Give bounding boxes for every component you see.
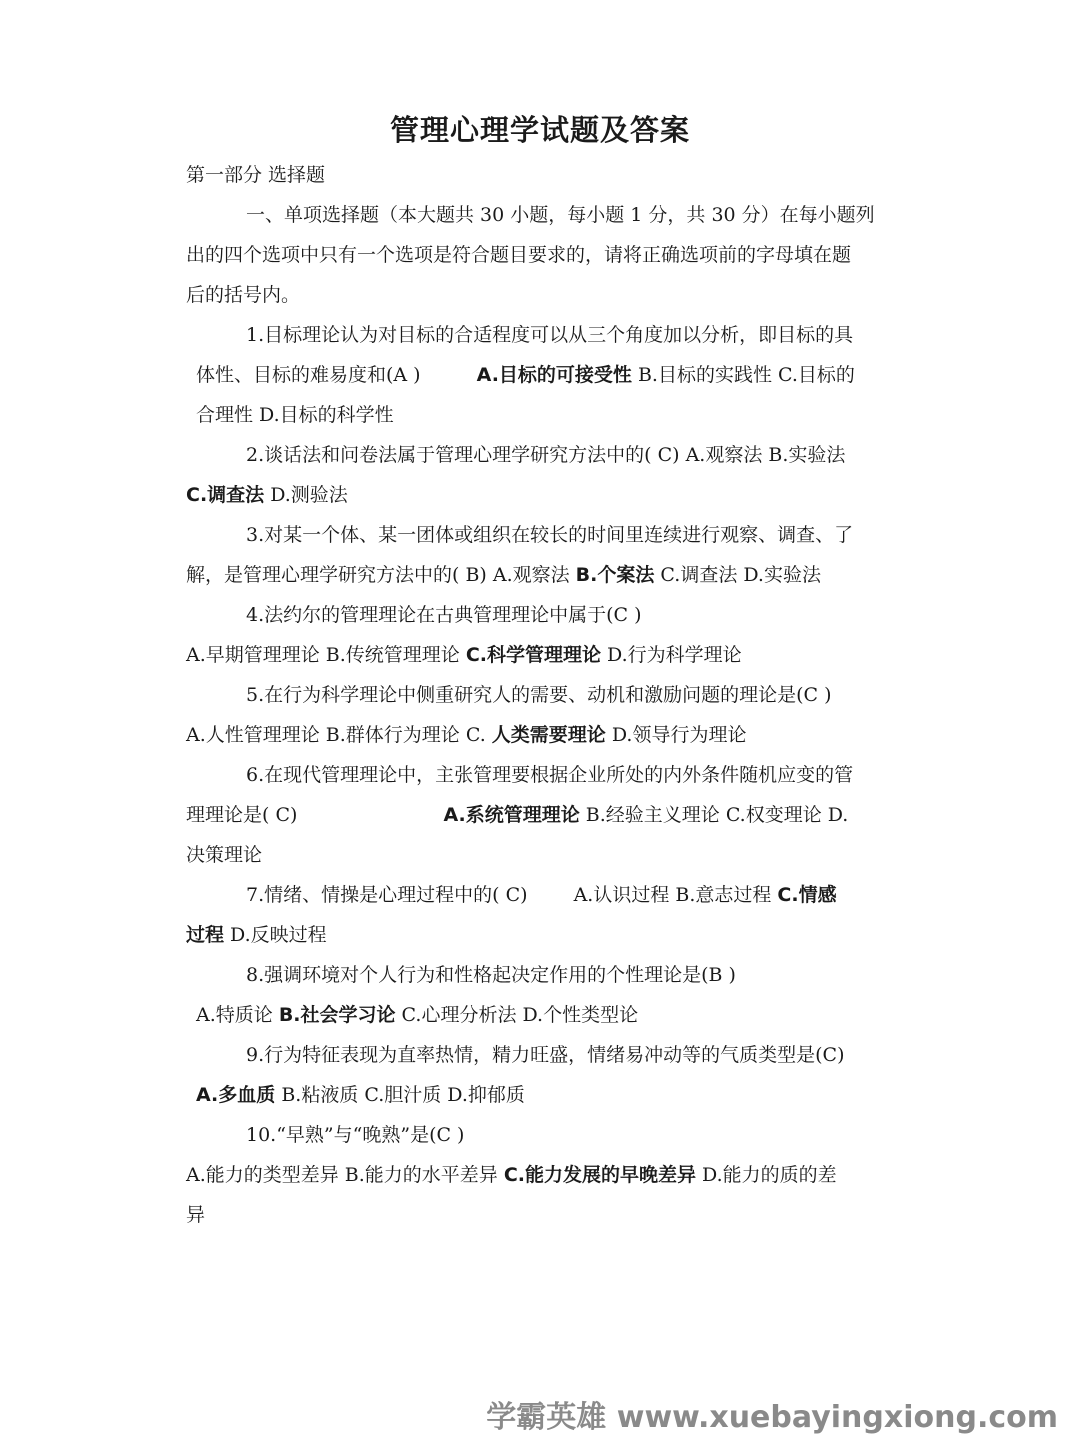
section-heading: 第一部分 选择题 [186, 164, 326, 186]
question-3-answer: B.个案法 [575, 564, 655, 586]
question-3-stem: 解，是管理心理学研究方法中的( B) A.观察法 [186, 564, 576, 586]
question-5-stem: A.人性管理理论 B.群体行为理论 C. [186, 724, 492, 746]
question-3-options: C.调查法 D.实验法 [654, 564, 821, 586]
question-1-line-3: 合理性 D.目标的科学性 [196, 404, 394, 426]
watermark: 学霸英雄 www.xuebayingxiong.com [486, 1400, 1058, 1435]
question-5-line-2 [186, 722, 746, 748]
question-7-line-1 [246, 882, 837, 908]
question-10-line-3: 异 [186, 1204, 206, 1226]
question-9-answer: A.多血质 [196, 1084, 276, 1106]
page-title: 管理心理学试题及答案 [389, 113, 690, 147]
question-8-line-2 [196, 1002, 638, 1028]
question-10-stem: A.能力的类型差异 B.能力的水平差异 [186, 1164, 504, 1186]
question-6-line-1: 6.在现代管理理论中，主张管理要根据企业所处的内外条件随机应变的管 [246, 764, 854, 786]
question-4-line-2 [186, 642, 742, 668]
question-8-stem: A.特质论 [196, 1004, 279, 1026]
intro-line-1: 一、单项选择题（本大题共 30 小题，每小题 1 分，共 30 分）在每小题列 [246, 204, 875, 226]
question-8-options: C.心理分析法 D.个性类型论 [395, 1004, 639, 1026]
question-9-line-1: 9.行为特征表现为直率热情，精力旺盛，情绪易冲动等的气质类型是(C) [246, 1044, 845, 1066]
question-6-options: B.经验主义理论 C.权变理论 D. [579, 804, 849, 826]
question-7-line-2 [186, 922, 327, 948]
question-7-options-end: D.反映过程 [224, 924, 327, 946]
question-4-line-1: 4.法约尔的管理理论在古典管理理论中属于(C ) [246, 604, 642, 626]
question-7-answer-part-1: C.情感 [777, 884, 837, 906]
question-7-stem: 7.情绪、情操是心理过程中的( C) [246, 884, 528, 906]
question-2-options: D.测验法 [264, 484, 348, 506]
question-3-line-2 [186, 562, 821, 588]
question-10-line-1: 10.“早熟”与“晚熟”是(C ) [246, 1124, 465, 1146]
question-4-stem: A.早期管理理论 B.传统管理理论 [186, 644, 466, 666]
question-4-answer: C.科学管理理论 [465, 644, 602, 666]
question-9-line-2 [196, 1082, 525, 1108]
question-10-answer: C.能力发展的早晚差异 [503, 1164, 697, 1186]
question-10-line-2 [186, 1162, 837, 1188]
question-5-options: D.领导行为理论 [605, 724, 747, 746]
question-2-answer: C.调查法 [186, 484, 265, 506]
question-1-line-1: 1.目标理论认为对目标的合适程度可以从三个角度加以分析，即目标的具 [246, 324, 854, 346]
question-1-options: B.目标的实践性 C.目标的 [637, 364, 855, 386]
question-6-line-3: 决策理论 [186, 844, 263, 866]
question-6-line-2 [186, 802, 848, 828]
question-7-options: A.认识过程 B.意志过程 [573, 884, 778, 906]
question-9-options: B.粘液质 C.胆汁质 D.抑郁质 [275, 1084, 525, 1106]
question-6-answer: A.系统管理理论 [443, 804, 580, 826]
question-1-stem: 体性、目标的难易度和(A ) [196, 364, 421, 386]
question-3-line-1: 3.对某一个体、某一团体或组织在较长的时间里连续进行观察、调查、了 [246, 524, 854, 546]
question-1-line-2 [196, 362, 855, 388]
question-2-line-1: 2.谈话法和问卷法属于管理心理学研究方法中的( C) A.观察法 B.实验法 [246, 444, 846, 466]
question-2-line-2 [186, 482, 348, 508]
question-6-stem: 理理论是( C) [186, 804, 298, 826]
intro-line-3: 后的括号内。 [186, 284, 301, 306]
question-5-answer: 人类需要理论 [491, 724, 606, 746]
question-1-answer: A.目标的可接受性 [476, 364, 632, 386]
question-5-line-1: 5.在行为科学理论中侧重研究人的需要、动机和激励问题的理论是(C ) [246, 684, 832, 706]
question-7-answer-part-2: 过程 [186, 924, 225, 946]
question-8-answer: B.社会学习论 [278, 1004, 396, 1026]
question-4-options: D.行为科学理论 [601, 644, 742, 666]
question-10-options: D.能力的质的差 [696, 1164, 837, 1186]
question-8-line-1: 8.强调环境对个人行为和性格起决定作用的个性理论是(B ) [246, 964, 736, 986]
intro-line-2: 出的四个选项中只有一个选项是符合题目要求的，请将正确选项前的字母填在题 [186, 244, 852, 266]
